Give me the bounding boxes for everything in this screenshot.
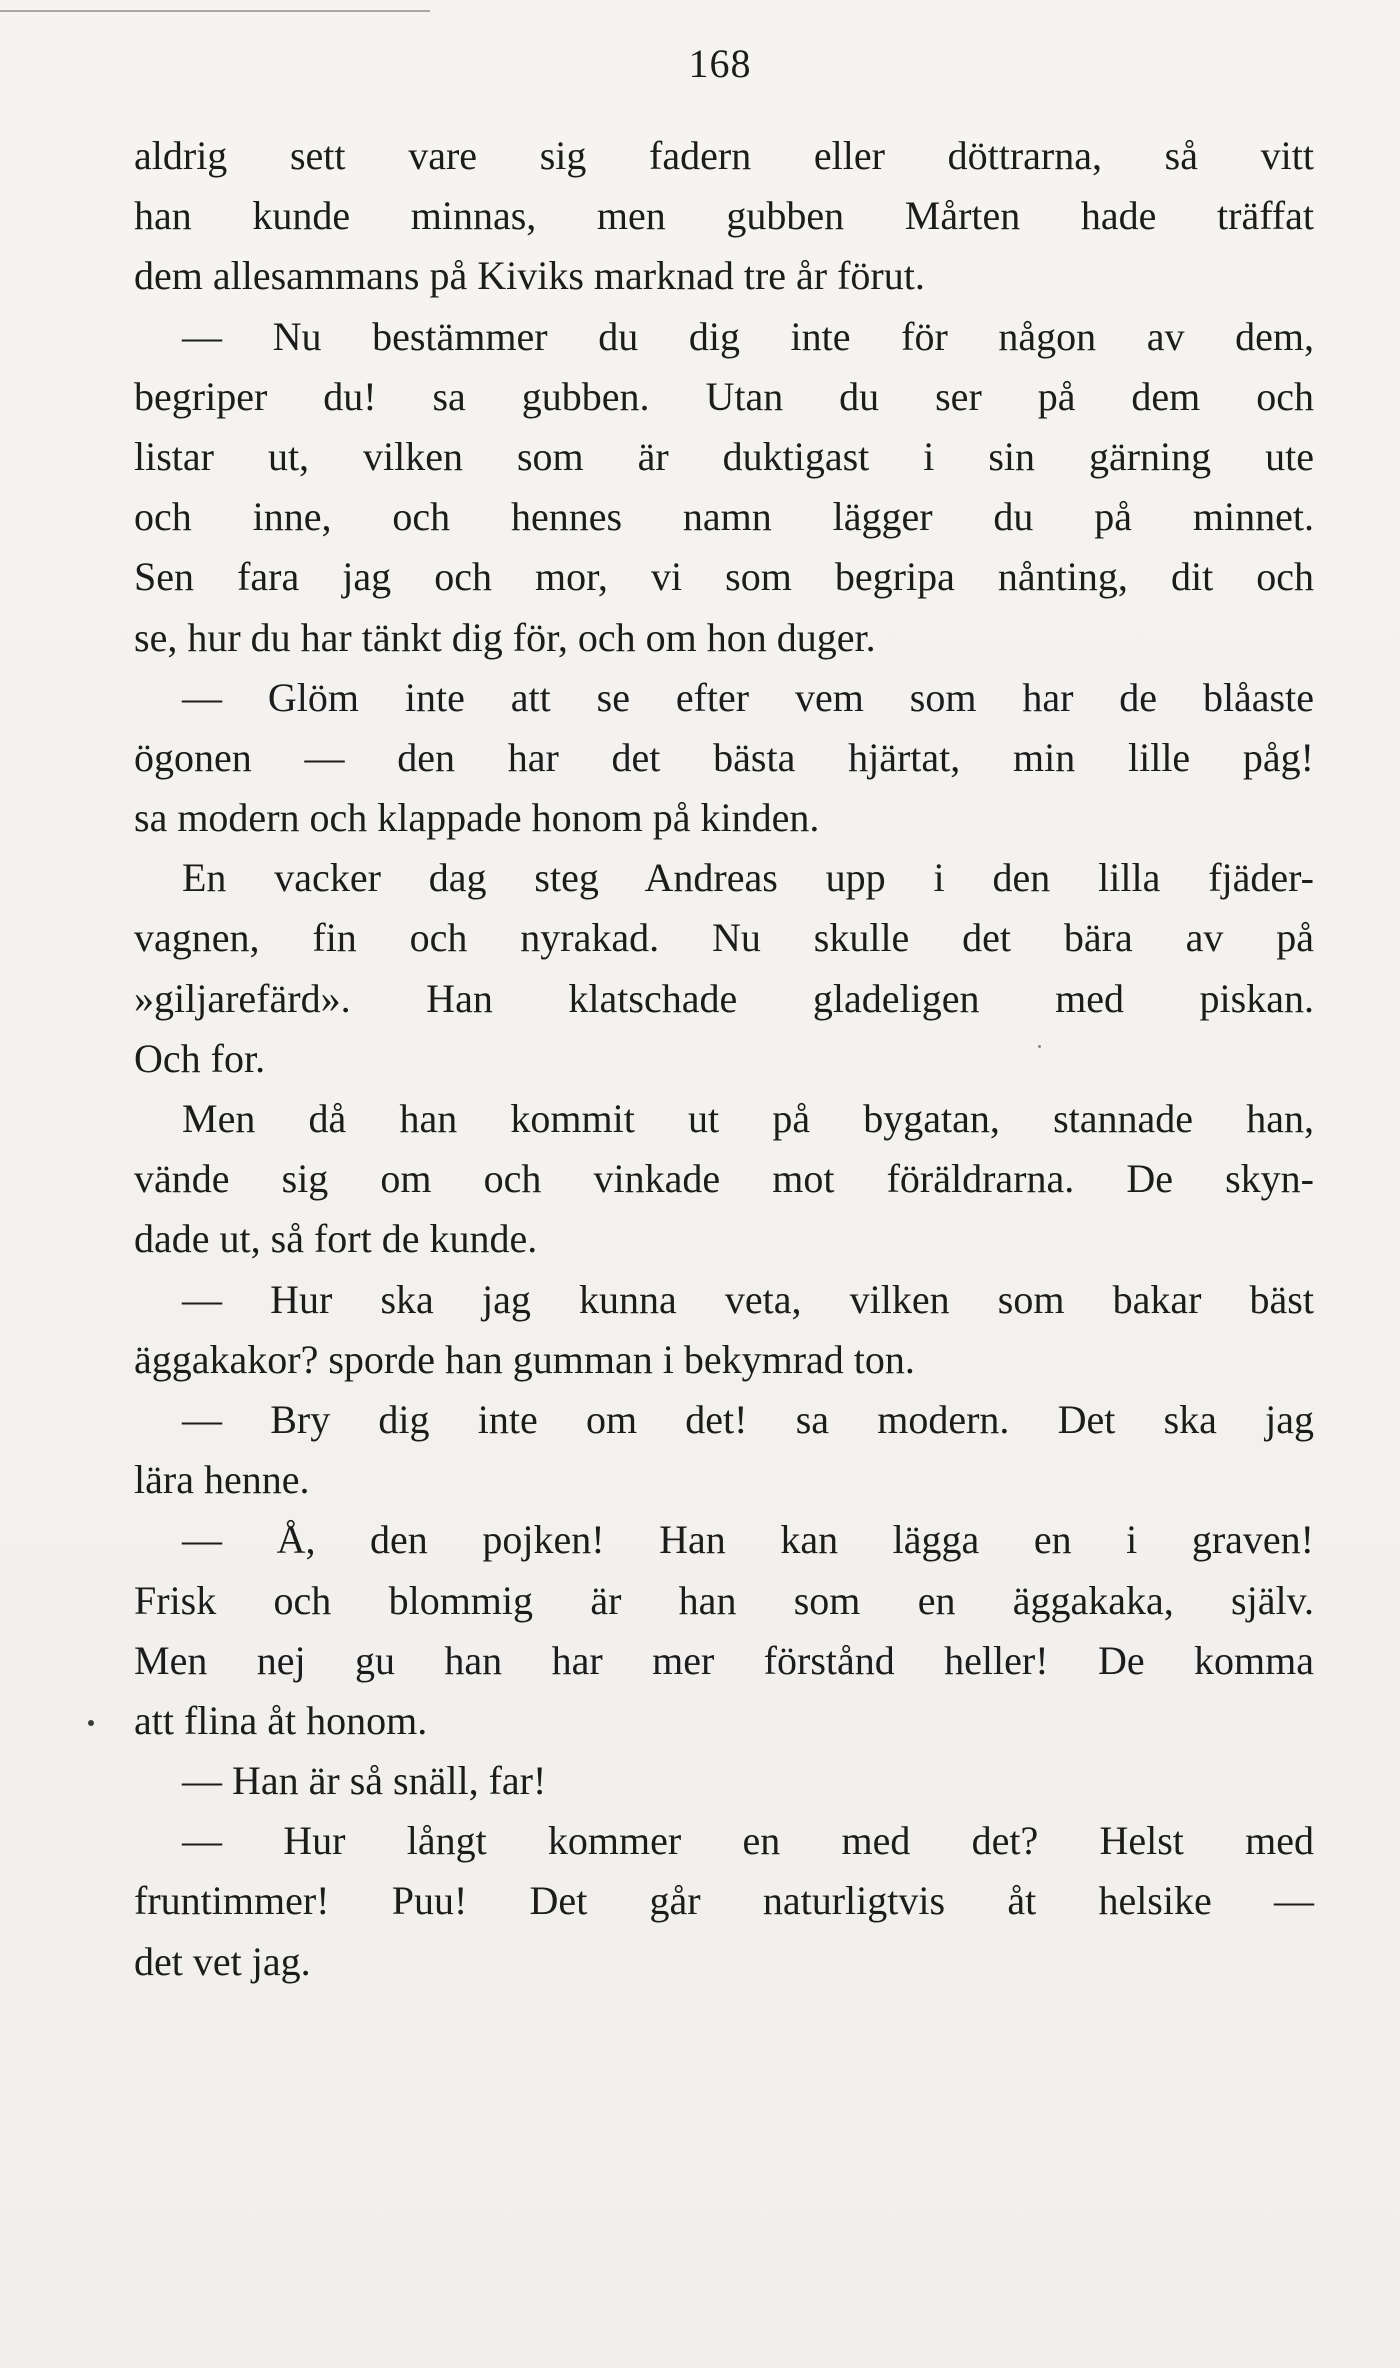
top-edge-rule xyxy=(0,10,430,12)
text-line: se, hur du har tänkt dig för, och om hon duger. xyxy=(134,614,876,660)
text-line: — Hur långt kommer en med det? Helst med xyxy=(182,1818,1314,1864)
text-line: Men då han kommit ut på bygatan, stannade han, xyxy=(182,1096,1314,1141)
text-line: listar ut, vilken som är duktigast i sin gärning ute xyxy=(134,433,1314,479)
text-line: — Å, den pojken! Han kan lägga en i graven! xyxy=(182,1517,1314,1563)
text-line: ögonen — den har det bästa hjärtat, min lille påg! xyxy=(134,734,1314,780)
text-line: »giljarefärd». Han klatschade gladeligen med piskan. xyxy=(134,975,1314,1021)
text-line: — Bry dig inte om det! sa modern. Det ska jag xyxy=(182,1396,1314,1442)
text-line: Och for. xyxy=(134,1035,266,1081)
text-line: Sen fara jag och mor, vi som begripa nånting, dit och xyxy=(134,554,1314,600)
ink-speck xyxy=(1038,1045,1041,1048)
text-line: Men nej gu han har mer förstånd heller! De komma xyxy=(134,1637,1314,1683)
text-line: — Nu bestämmer du dig inte för någon av dem, xyxy=(182,313,1314,359)
text-line: det vet jag. xyxy=(134,1938,311,1984)
text-line: att flina åt honom. xyxy=(134,1697,428,1743)
text-line: vände sig om och vinkade mot föräldrarna. De skyn- xyxy=(134,1156,1314,1202)
text-line: Frisk och blommig är han som en äggakaka, själv. xyxy=(134,1577,1314,1623)
text-line: — Hur ska jag kunna veta, vilken som bakar bäst xyxy=(182,1276,1314,1322)
text-line: dem allesammans på Kiviks marknad tre år förut. xyxy=(134,253,925,299)
ink-speck xyxy=(88,1720,94,1726)
text-line: fruntimmer! Puu! Det går naturligtvis åt helsike — xyxy=(134,1878,1314,1924)
text-line: sa modern och klappade honom på kinden. xyxy=(134,795,820,841)
text-line: lära henne. xyxy=(134,1457,310,1503)
text-line: dade ut, så fort de kunde. xyxy=(134,1216,538,1262)
text-line: — Han är så snäll, far! xyxy=(182,1758,547,1804)
text-line: aldrig sett vare sig fadern eller döttrarna, så vitt xyxy=(134,133,1314,178)
text-line: vagnen, fin och nyrakad. Nu skulle det bära av på xyxy=(134,915,1314,961)
text-line: han kunde minnas, men gubben Mårten hade träffat xyxy=(134,193,1314,239)
text-line: — Glöm inte att se efter vem som har de blåaste xyxy=(182,674,1314,720)
text-line: En vacker dag steg Andreas upp i den lilla fjäder- xyxy=(182,855,1314,901)
text-line: och inne, och hennes namn lägger du på minnet. xyxy=(134,494,1314,540)
text-line: begriper du! sa gubben. Utan du ser på dem och xyxy=(134,373,1314,419)
body-text xyxy=(134,126,1314,1992)
text-line: äggakakor? sporde han gumman i bekymrad ton. xyxy=(134,1336,915,1382)
page-number: 168 xyxy=(688,41,752,86)
